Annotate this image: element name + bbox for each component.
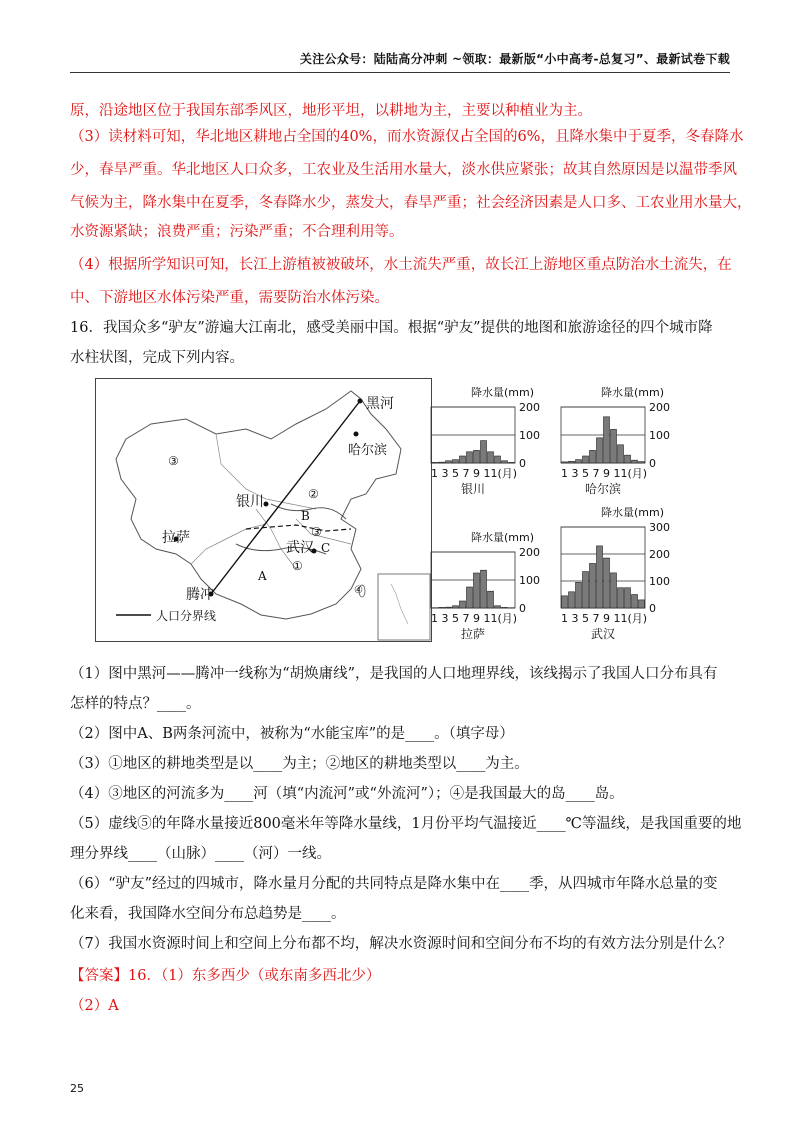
chart-bar	[439, 462, 445, 463]
chart-bar	[474, 573, 480, 608]
chart-bar	[439, 607, 445, 608]
chart-bar	[446, 607, 452, 608]
chart-ytick: 300	[649, 521, 670, 534]
chart-bar	[604, 558, 610, 608]
sub-question: （4）③地区的河流多为____河（填“内流河”或“外流河”）；④是我国最大的岛____岛。	[70, 786, 624, 802]
chart-bar	[474, 450, 480, 463]
chart-bar	[597, 546, 603, 608]
chart-ylabel: 降水量(mm)	[471, 386, 535, 399]
region-mark: ④	[354, 585, 363, 596]
chart-title: 武汉	[590, 627, 616, 641]
chart-title: 银川	[460, 482, 486, 496]
chart-xticks: 1 3 5 7 9 11(月)	[561, 612, 648, 625]
chart-xticks: 1 3 5 7 9 11(月)	[431, 612, 518, 625]
chart-bar	[467, 452, 473, 463]
answer-2: （2）A	[70, 998, 119, 1014]
chart-ylabel: 降水量(mm)	[601, 506, 665, 519]
question-intro: 16．我国众多“驴友”游遍大江南北，感受美丽中国。根据“驴友”提供的地图和旅游途径的四个城市降	[70, 320, 713, 336]
sub-question: （6）“驴友”经过的四城市，降水量月分配的共同特点是降水集中在____季，从四城市年降水总量的变	[70, 876, 718, 892]
precip-chart-svg	[555, 385, 675, 497]
chart-bar	[509, 462, 515, 463]
river-label-a: A	[258, 569, 267, 583]
answer-line: 原，沿途地区位于我国东部季风区，地形平坦，以耕地为主，主要以种植业为主。	[70, 103, 592, 119]
chart-bar	[597, 438, 603, 463]
chart-bar	[453, 460, 459, 463]
chart-bar	[590, 563, 596, 608]
chart-bar	[495, 606, 501, 608]
chart-ytick: 100	[519, 574, 540, 587]
answer-line: （3）读材料可知，华北地区耕地占全国的40%，而水资源仅占全国的6%，且降水集中于夏季，冬春降水	[70, 129, 744, 145]
sub-question: （1）图中黑河——腾冲一线称为“胡焕庸线”，是我国的人口地理界线，该线揭示了我国人口分布具有	[70, 666, 718, 682]
precip-chart-wuhan	[555, 505, 675, 642]
chart-bar	[562, 596, 568, 608]
chart-bar	[502, 461, 508, 463]
chart-bar	[481, 570, 487, 608]
chart-bar	[446, 461, 452, 463]
chart-bar	[502, 607, 508, 608]
chart-bar	[625, 455, 631, 463]
chart-bar	[460, 601, 466, 608]
chart-bar	[460, 456, 466, 463]
chart-bar	[432, 462, 438, 463]
city-label: 腾冲	[186, 587, 214, 603]
answer-number: 16．	[128, 968, 161, 984]
chart-ytick: 200	[649, 401, 670, 414]
chart-bar	[611, 429, 617, 463]
question-intro: 水柱状图，完成下列内容。	[70, 350, 244, 366]
river-label-b: B	[301, 509, 310, 523]
answer-line: 少，春旱严重。华北地区人口众多，工农业及生活用水量大，淡水供应紧张；故其自然原因是以温带季风	[70, 162, 737, 178]
chart-bar	[569, 592, 575, 608]
chart-ytick: 200	[519, 546, 540, 559]
answer-line: 水资源紧缺；浪费严重；污染严重；不合理利用等。	[70, 224, 404, 240]
precip-chart-svg	[555, 505, 675, 642]
sub-question: （3）①地区的耕地类型是以____为主；②地区的耕地类型以____为主。	[70, 756, 529, 772]
chart-bar	[618, 588, 624, 608]
chart-ytick: 200	[649, 548, 670, 561]
region-mark: ①	[292, 559, 303, 573]
chart-bar	[495, 456, 501, 463]
chart-ylabel: 降水量(mm)	[601, 386, 665, 399]
answer-1: （1）东多西少（或东南多西北少）	[160, 968, 381, 984]
river-label-c: C	[321, 541, 331, 555]
city-label: 黑河	[366, 396, 394, 412]
chart-ytick: 100	[649, 575, 670, 588]
chart-title: 拉萨	[460, 627, 486, 641]
city-label: 拉萨	[162, 530, 190, 546]
city-label: 哈尔滨	[348, 443, 388, 458]
chart-ytick: 100	[519, 429, 540, 442]
chart-ytick: 100	[649, 429, 670, 442]
chart-bar	[488, 591, 494, 608]
region-mark: ③	[311, 525, 322, 539]
chart-bar	[488, 452, 494, 463]
chart-title: 哈尔滨	[584, 482, 622, 496]
sub-question: 化来看，我国降水空间分布总趋势是____。	[70, 906, 346, 922]
chart-bar	[481, 441, 487, 463]
sub-question: 理分界线____（山脉）____（河）一线。	[70, 846, 331, 862]
answer-block	[70, 966, 730, 986]
chart-ytick: 0	[649, 457, 656, 470]
chart-bar	[583, 572, 589, 608]
chart-bar	[453, 606, 459, 608]
city-label: 武汉	[286, 540, 314, 556]
china-map	[95, 378, 432, 642]
city-label: 银川	[236, 494, 264, 510]
sub-question: （2）图中A、B两条河流中，被称为“水能宝库”的是____。（填字母）	[70, 726, 514, 742]
chart-bar	[569, 461, 575, 463]
answer-line: （4）根据所学知识可知，长江上游植被被破坏，水土流失严重，故长江上游地区重点防治水土流失，在	[70, 257, 732, 273]
chart-bar	[639, 600, 645, 608]
chart-bar	[590, 450, 596, 463]
page-header: 关注公众号：陆陆高分冲刺 ~领取：最新版“小中高考-总复习”、最新试卷下载	[299, 52, 730, 66]
region-mark: ②	[308, 487, 319, 501]
chart-bar	[467, 587, 473, 608]
chart-ytick: 0	[519, 602, 526, 615]
chart-xticks: 1 3 5 7 9 11(月)	[431, 467, 518, 480]
chart-bar	[632, 460, 638, 463]
chart-bar	[632, 595, 638, 609]
chart-ylabel: 降水量(mm)	[471, 531, 535, 544]
chart-bar	[583, 456, 589, 463]
chart-bar	[618, 445, 624, 463]
chart-bar	[639, 462, 645, 463]
chart-bar	[604, 417, 610, 463]
chart-bar	[611, 573, 617, 608]
chart-bar	[562, 462, 568, 463]
region-mark: ③	[168, 454, 179, 468]
sub-question: 怎样的特点？____。	[70, 696, 201, 712]
precip-chart-yinchuan	[425, 385, 545, 497]
header-rule	[70, 72, 730, 73]
chart-xticks: 1 3 5 7 9 11(月)	[561, 467, 648, 480]
answer-line: 中、下游地区水体污染严重，需要防治水体污染。	[70, 290, 389, 306]
sub-question: （5）虚线⑤的年降水量接近800毫米年等降水量线，1月份平均气温接近____℃等温线，是我国重要的地	[70, 816, 742, 832]
precip-chart-svg	[425, 385, 545, 497]
precip-chart-lhasa	[425, 530, 545, 642]
chart-ytick: 200	[519, 401, 540, 414]
answer-line: 气候为主，降水集中在夏季，冬春降水少，蒸发大，春旱严重；社会经济因素是人口多、工农业用水量大，	[70, 195, 752, 211]
page-number: 25	[70, 1082, 84, 1095]
answer-label: 【答案】	[70, 968, 128, 984]
chart-ytick: 0	[519, 457, 526, 470]
chart-bar	[576, 460, 582, 463]
precip-chart-svg	[425, 530, 545, 642]
precip-chart-harbin	[555, 385, 675, 497]
map-legend: 人口分界线	[156, 609, 217, 623]
chart-bar	[625, 588, 631, 608]
sub-question: （7）我国水资源时间上和空间上分布都不均，解决水资源时间和空间分布不均的有效方法分别是什么？	[70, 936, 732, 952]
chart-ytick: 0	[649, 602, 656, 615]
chart-bar	[576, 582, 582, 608]
